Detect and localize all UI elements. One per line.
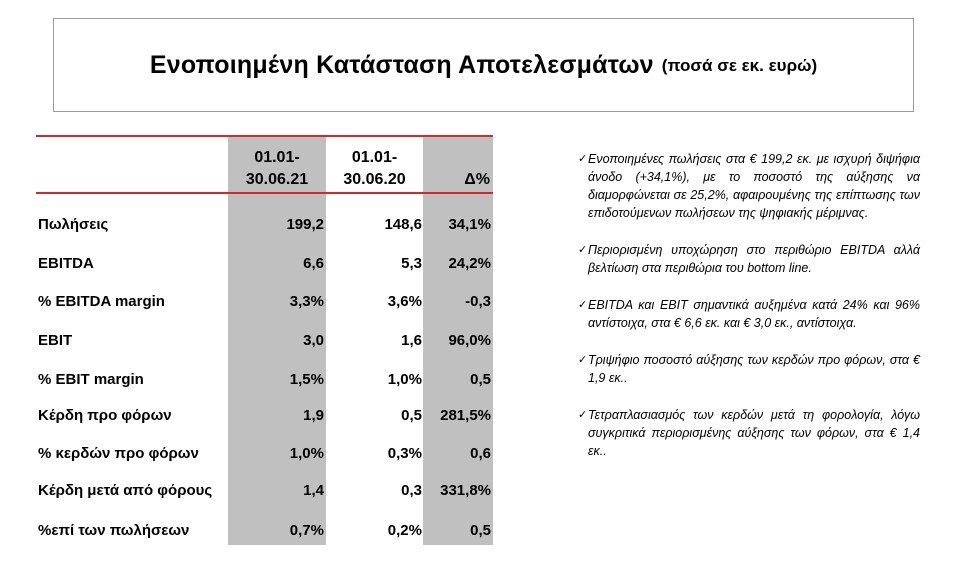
value-prior: 0,5 <box>401 407 422 424</box>
note-text: Ενοποιημένες πωλήσεις στα € 199,2 εκ. με ισχυρή διψήφια άνοδο (+34,1%), με το ποσοστό της αύξησης να διαμορφώνεται σε 25,2%, αφαιρουμένης της επίπτωσης των επιδοτούμενων πωλήσεων της ψηφιακής μέριμνας. <box>588 152 920 220</box>
note-text: EBITDA και EBIT σημαντικά αυξημένα κατά 24% και 96% αντίστοιχα, στα € 6,6 εκ. και € 3,0 εκ., αντίστοιχα. <box>588 298 920 330</box>
table-header-rule <box>36 192 493 194</box>
value-current: 3,3% <box>289 293 324 310</box>
check-icon: ✓ <box>578 354 588 366</box>
header-delta-label: Δ% <box>464 171 490 188</box>
note-text: Περιορισμένη υποχώρηση στο περιθώριο EBITDA αλλά βελτίωση στα περιθώρια του bottom line. <box>588 243 920 275</box>
row-label: EBIT <box>38 332 73 349</box>
check-icon: ✓ <box>578 244 588 256</box>
list-item <box>578 241 920 277</box>
value-prior: 0,3 <box>401 482 422 499</box>
title-box <box>53 18 914 112</box>
header-prior-line1: 01.01- <box>351 149 398 166</box>
value-current: 6,6 <box>303 255 324 272</box>
row-label: % EBITDA margin <box>38 293 165 310</box>
page-subtitle: (ποσά σε εκ. ευρώ) <box>661 56 818 75</box>
value-current: 1,9 <box>303 407 324 424</box>
page-title: Ενοποιημένη Κατάσταση Αποτελεσμάτων <box>149 50 654 79</box>
value-current: 1,0% <box>289 445 324 462</box>
check-icon: ✓ <box>578 299 588 311</box>
header-current-line1: 01.01- <box>254 149 300 166</box>
list-item <box>578 150 920 222</box>
list-item <box>578 351 920 387</box>
value-prior: 1,0% <box>387 371 422 388</box>
value-delta: 0,5 <box>470 371 491 388</box>
row-label: %επί των πωλήσεων <box>38 522 190 539</box>
value-delta: 331,8% <box>440 482 491 499</box>
value-current: 1,5% <box>289 371 324 388</box>
row-label: Πωλήσεις <box>38 216 109 233</box>
header-delta <box>423 169 493 191</box>
note-text: Τριψήφιο ποσοστό αύξησης των κερδών προ φόρων, στα € 1,9 εκ.. <box>588 353 920 385</box>
table-top-rule <box>36 135 493 137</box>
value-current: 199,2 <box>286 216 324 233</box>
value-delta: 24,2% <box>448 255 491 272</box>
results-table <box>36 135 493 545</box>
value-prior: 0,2% <box>387 522 422 539</box>
header-prior-line2: 30.06.20 <box>343 171 406 188</box>
header-current-period <box>228 147 326 191</box>
value-current: 0,7% <box>289 522 324 539</box>
row-label: % κερδών προ φόρων <box>38 445 199 462</box>
value-prior: 5,3 <box>401 255 422 272</box>
value-prior: 148,6 <box>384 216 422 233</box>
header-current-line2: 30.06.21 <box>245 171 309 188</box>
value-delta: 34,1% <box>448 216 491 233</box>
value-prior: 3,6% <box>387 293 422 310</box>
value-delta: -0,3 <box>465 293 491 310</box>
value-current: 3,0 <box>303 332 324 349</box>
row-label: Κέρδη προ φόρων <box>38 407 172 424</box>
value-delta: 281,5% <box>440 407 491 424</box>
value-current: 1,4 <box>303 482 324 499</box>
value-prior: 0,3% <box>387 445 422 462</box>
row-label: % EBIT margin <box>38 371 144 388</box>
note-text: Τετραπλασιασμός των κερδών μετά τη φορολογία, λόγω συγκριτικά περιορισμένης αύξησης των φόρων, στα € 1,4 εκ.. <box>588 408 920 458</box>
row-label: Κέρδη μετά από φόρους <box>38 482 213 499</box>
check-icon: ✓ <box>578 153 588 165</box>
value-delta: 0,5 <box>470 522 491 539</box>
list-item <box>578 406 920 460</box>
value-delta: 96,0% <box>448 332 491 349</box>
value-prior: 1,6 <box>401 332 422 349</box>
list-item <box>578 296 920 332</box>
header-prior-period <box>326 147 423 191</box>
value-delta: 0,6 <box>470 445 491 462</box>
row-label: EBITDA <box>38 255 94 272</box>
highlights-list <box>578 150 920 479</box>
check-icon: ✓ <box>578 409 588 421</box>
